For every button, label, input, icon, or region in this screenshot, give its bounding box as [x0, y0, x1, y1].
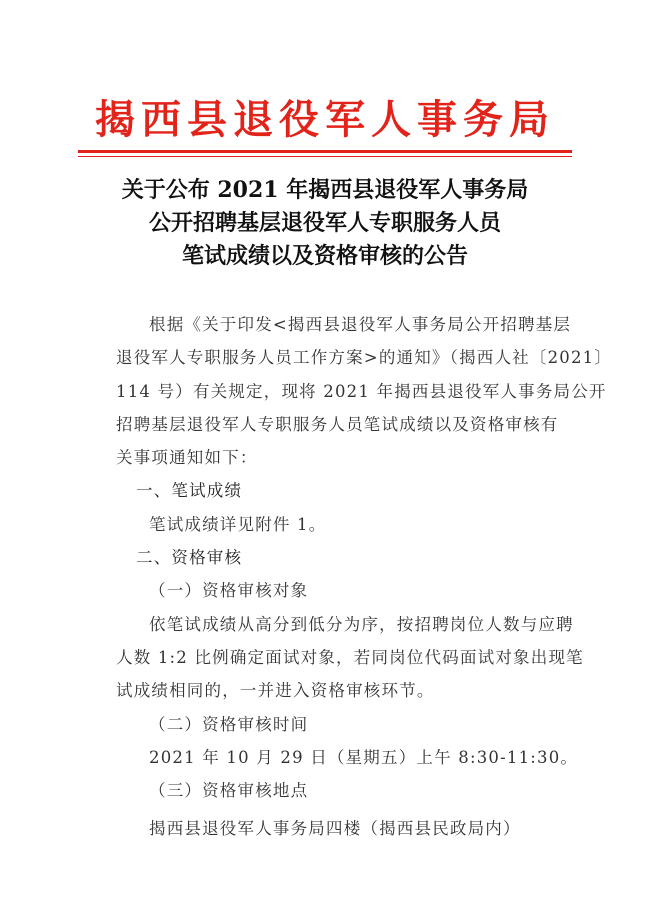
- section-heading: 一、笔试成绩: [136, 481, 243, 501]
- paragraph-line: 试成绩相同的，一并进入资格审核环节。: [116, 681, 435, 701]
- intro-line: 招聘基层退役军人专职服务人员笔试成绩以及资格审核有: [116, 414, 559, 434]
- document-body: [116, 308, 613, 846]
- section-text: 笔试成绩详见附件 1。: [149, 514, 327, 534]
- title-line: 笔试成绩以及资格审核的公告: [181, 243, 468, 269]
- intro-line: 114 号）有关规定，现将 2021 年揭西县退役军人事务局公开: [116, 381, 607, 401]
- red-divider-thin: [78, 156, 572, 157]
- subsection-heading: （一）资格审核对象: [149, 581, 309, 601]
- paragraph-line: 依笔试成绩从高分到低分为序，按招聘岗位人数与应聘: [149, 614, 574, 634]
- subsection-heading: （三）资格审核地点: [149, 781, 309, 801]
- red-divider-thick: [78, 150, 572, 153]
- title-line: 关于公布 2021 年揭西县退役军人事务局: [121, 177, 529, 203]
- intro-line: 关事项通知如下：: [116, 448, 258, 468]
- paragraph-line: 人数 1:2 比例确定面试对象，若同岗位代码面试对象出现笔: [116, 647, 584, 667]
- section-text: 2021 年 10 月 29 日（星期五）上午 8:30-11:30。: [149, 747, 579, 767]
- organization-header: 揭西县退役军人事务局: [95, 96, 555, 143]
- section-text: 揭西县退役军人事务局四楼（揭西县民政局内）: [149, 819, 521, 839]
- subsection-heading: （二）资格审核时间: [149, 714, 309, 734]
- section-heading: 二、资格审核: [136, 548, 243, 568]
- intro-line: 退役军人专职服务人员工作方案>的通知》（揭西人社〔2021〕: [116, 348, 613, 368]
- title-line: 公开招聘基层退役军人专职服务人员: [148, 210, 501, 236]
- document-title: [0, 174, 650, 273]
- intro-line: 根据《关于印发<揭西县退役军人事务局公开招聘基层: [149, 315, 572, 334]
